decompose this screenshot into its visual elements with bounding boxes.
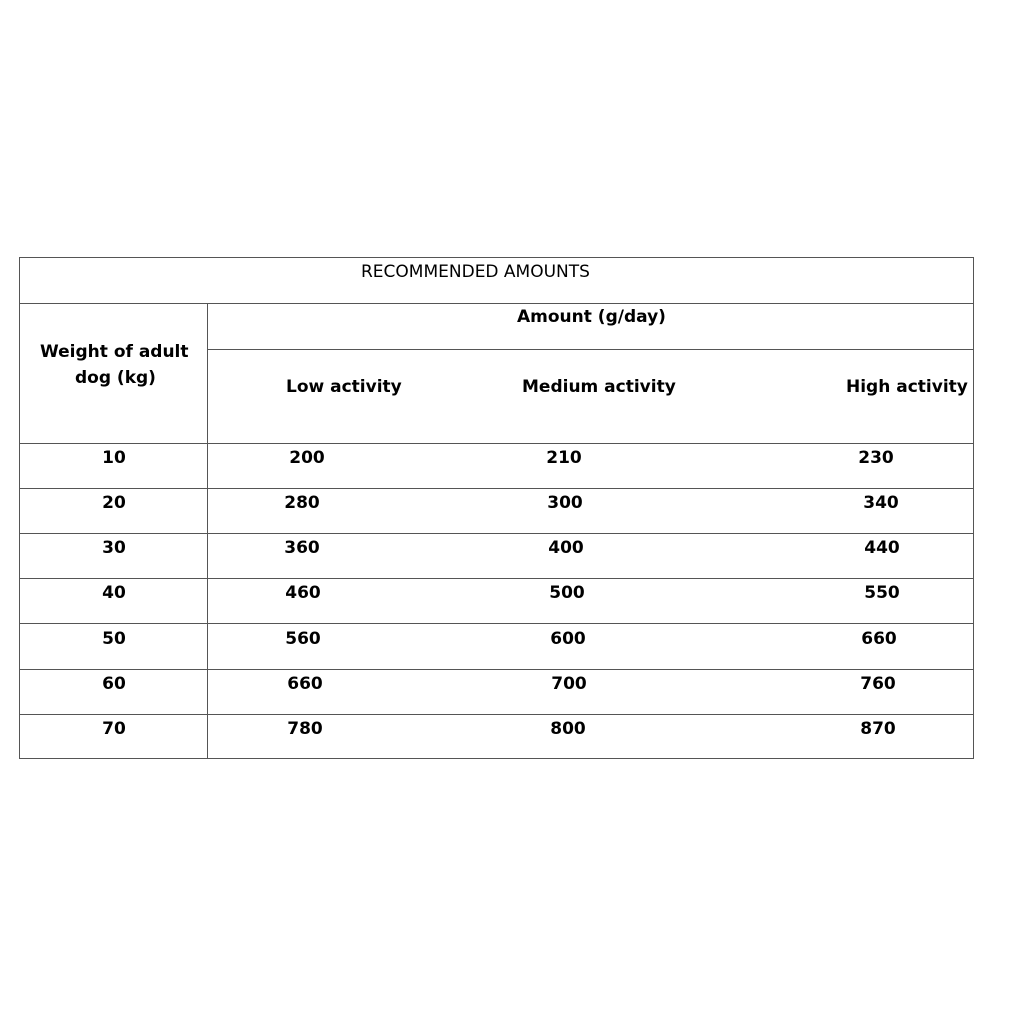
row-divider xyxy=(20,533,973,534)
cell-low: 780 xyxy=(287,719,323,739)
feeding-table xyxy=(19,257,974,759)
row-divider xyxy=(20,488,973,489)
cell-low: 660 xyxy=(287,674,323,694)
cell-high: 340 xyxy=(863,493,899,513)
row-divider xyxy=(20,578,973,579)
cell-medium: 500 xyxy=(549,583,585,603)
weight-header-line1: Weight of adult xyxy=(40,342,189,362)
cell-high: 660 xyxy=(861,629,897,649)
cell-high: 230 xyxy=(858,448,894,468)
column-header-high: High activity xyxy=(846,377,968,397)
cell-weight: 60 xyxy=(102,674,126,694)
table-title: RECOMMENDED AMOUNTS xyxy=(361,262,590,282)
title-divider xyxy=(20,303,973,304)
cell-medium: 210 xyxy=(546,448,582,468)
cell-medium: 700 xyxy=(551,674,587,694)
row-divider xyxy=(20,669,973,670)
cell-medium: 800 xyxy=(550,719,586,739)
cell-medium: 300 xyxy=(547,493,583,513)
column-header-low: Low activity xyxy=(286,377,402,397)
weight-column-divider xyxy=(207,303,208,758)
cell-weight: 40 xyxy=(102,583,126,603)
cell-high: 870 xyxy=(860,719,896,739)
amount-divider xyxy=(208,349,973,350)
cell-low: 460 xyxy=(285,583,321,603)
cell-high: 440 xyxy=(864,538,900,558)
cell-low: 200 xyxy=(289,448,325,468)
cell-low: 280 xyxy=(284,493,320,513)
cell-weight: 50 xyxy=(102,629,126,649)
weight-header-line2: dog (kg) xyxy=(75,368,156,388)
cell-low: 560 xyxy=(285,629,321,649)
column-header-medium: Medium activity xyxy=(522,377,676,397)
cell-weight: 70 xyxy=(102,719,126,739)
cell-high: 760 xyxy=(860,674,896,694)
amount-header: Amount (g/day) xyxy=(517,307,666,327)
cell-weight: 30 xyxy=(102,538,126,558)
cell-weight: 20 xyxy=(102,493,126,513)
header-divider xyxy=(20,443,973,444)
cell-medium: 400 xyxy=(548,538,584,558)
cell-high: 550 xyxy=(864,583,900,603)
cell-low: 360 xyxy=(284,538,320,558)
cell-medium: 600 xyxy=(550,629,586,649)
row-divider xyxy=(20,714,973,715)
cell-weight: 10 xyxy=(102,448,126,468)
row-divider xyxy=(20,623,973,624)
